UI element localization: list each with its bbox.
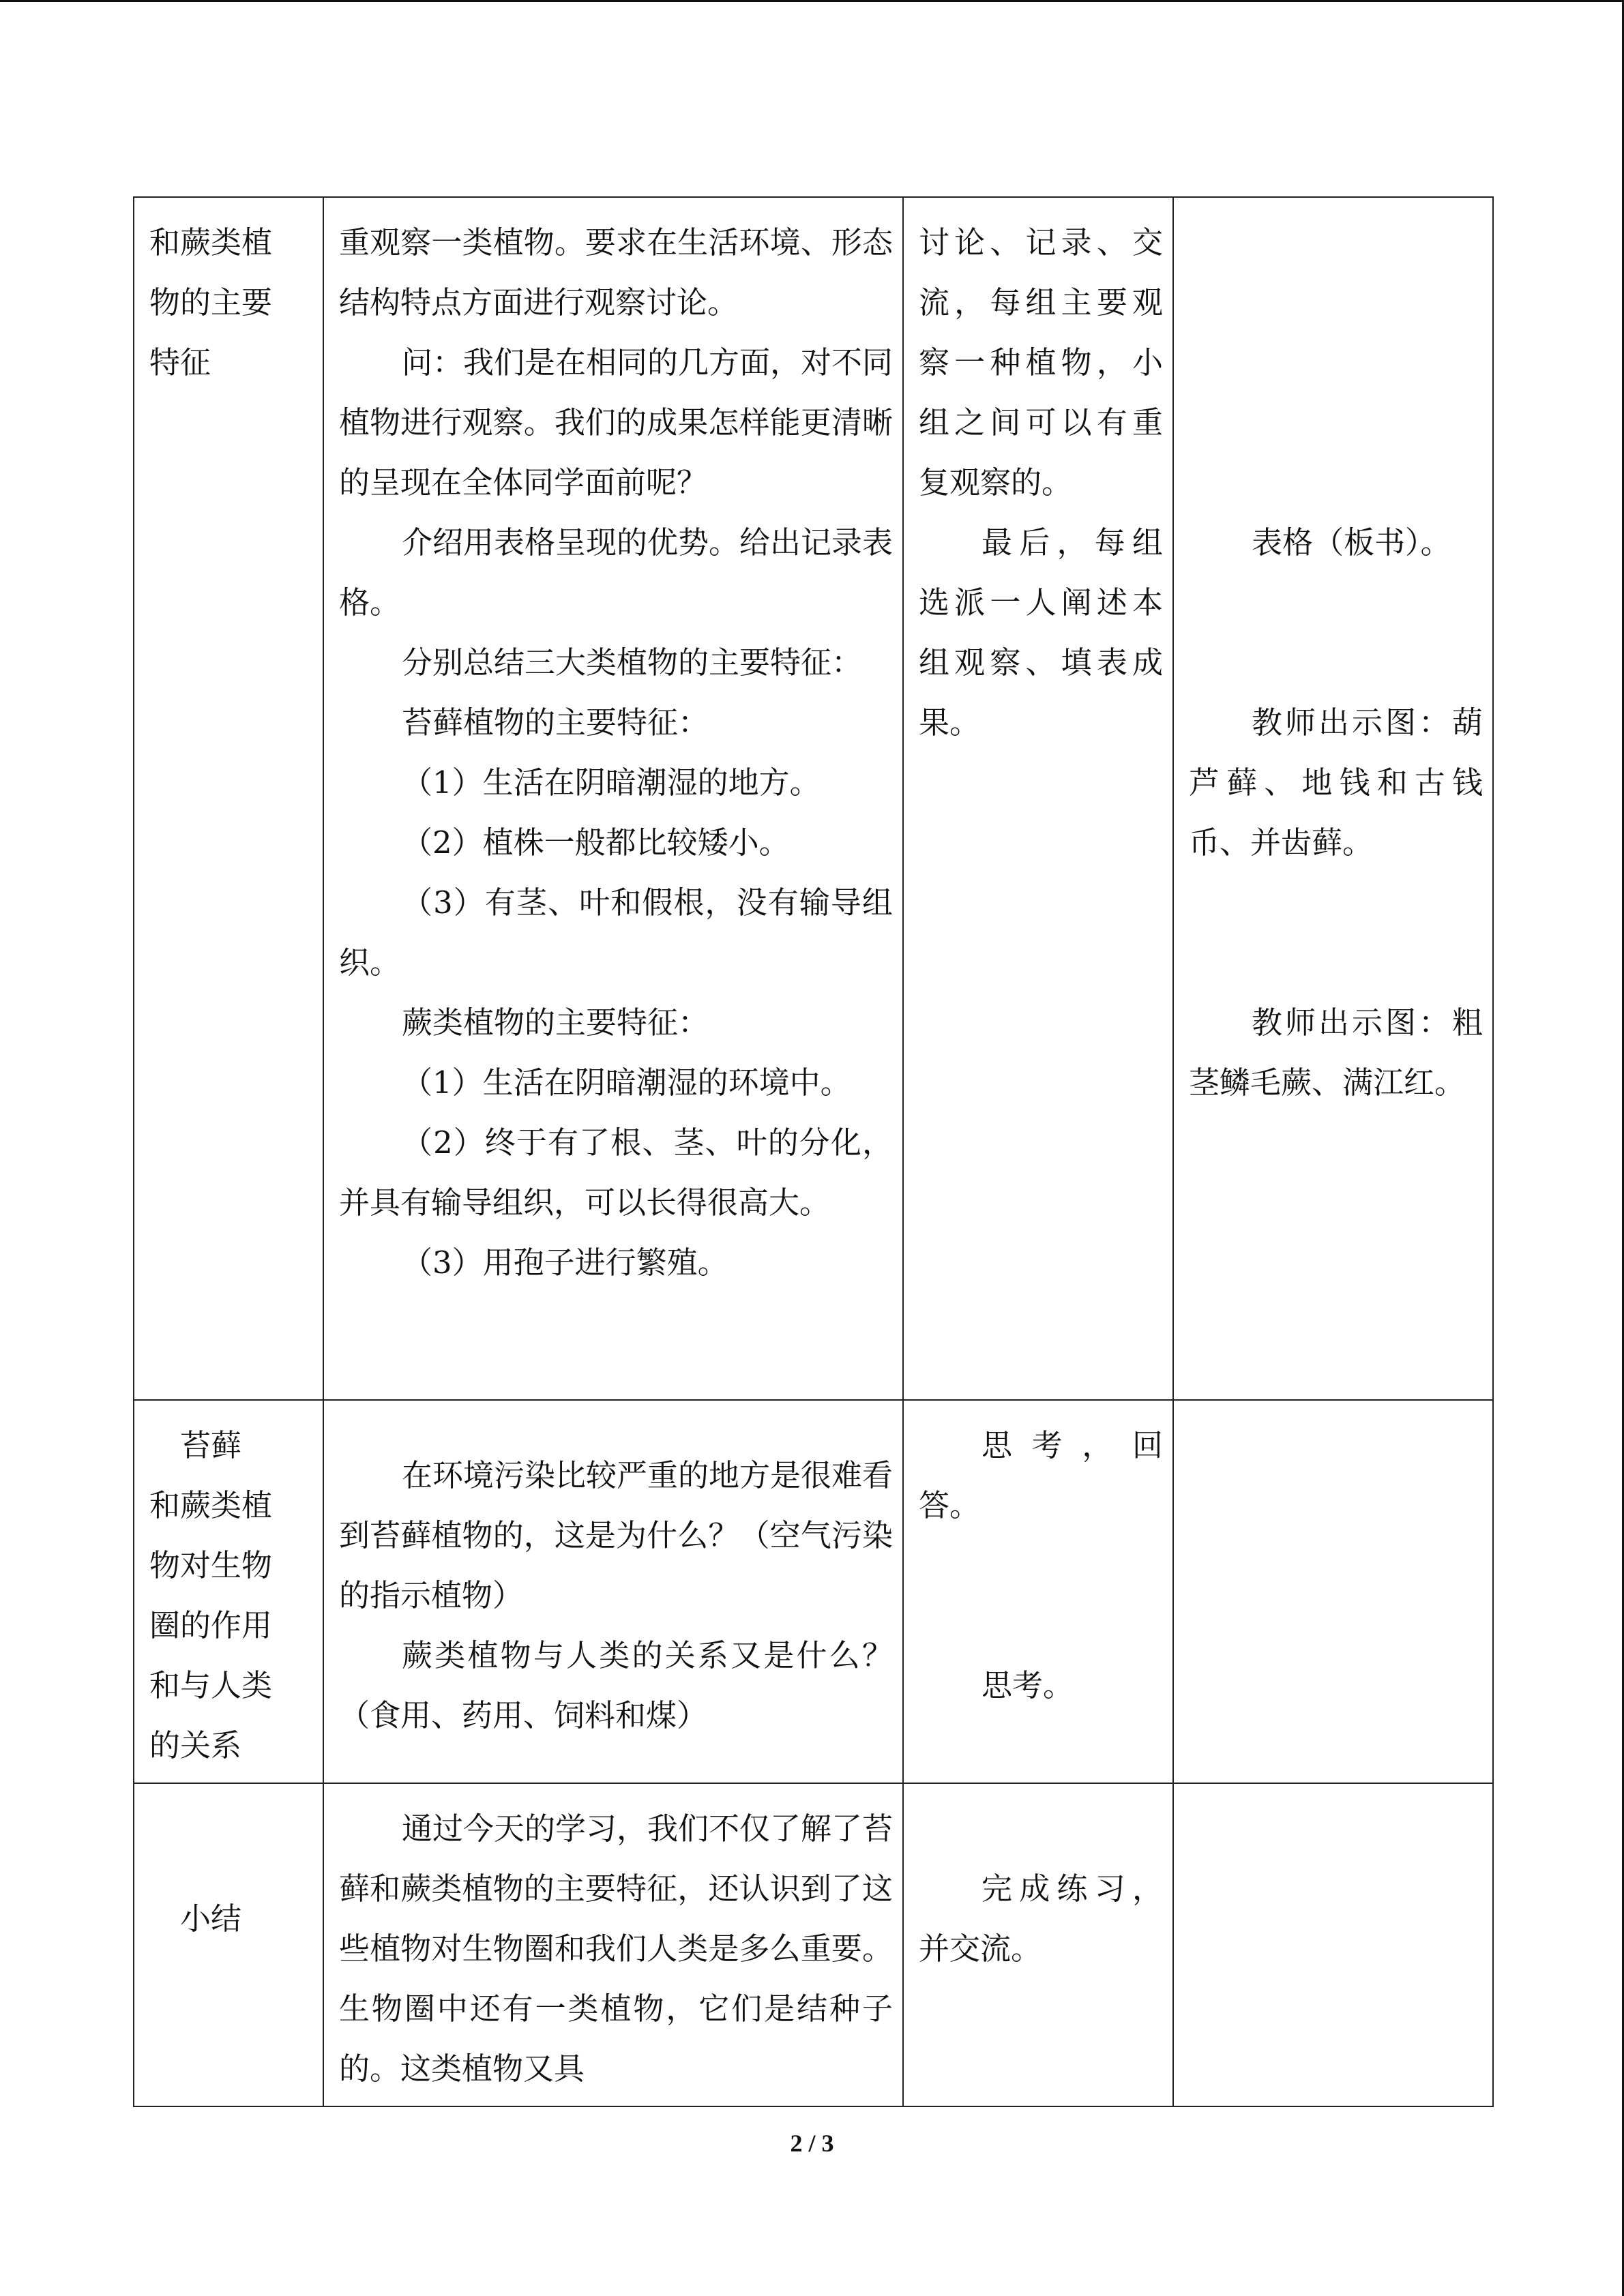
summary-text: 通过今天的学习，我们不仅了解了苔藓和蕨类植物的主要特征，还认识到了这些植物对生物圈和我们人类是多么重要。生物圈中还有一类植物，它们是结种子的。这类植物又具 [339, 1810, 894, 2087]
lesson-plan-table [133, 196, 1494, 2107]
figure-note: 教师出示图：粗茎鳞毛蕨、满江红。 [1189, 1004, 1483, 1101]
paragraph: 讨论、记录、交流，每组主要观察一种植物，小组之间可以有重复观察的。 [919, 224, 1163, 501]
paragraph: 问：我们是在相同的几方面，对不同植物进行观察。我们的成果怎样能更清晰的呈现在全体同学面前呢？ [339, 344, 894, 501]
student-activity-cell [903, 1400, 1173, 1783]
page-number: 2 / 3 [790, 2130, 834, 2157]
board-note: 表格（板书）。 [1252, 524, 1451, 561]
stage-cell [134, 1783, 323, 2106]
paragraph: （2）植株一般都比较矮小。 [402, 824, 790, 861]
paragraph: 蕨类植物的主要特征： [402, 1004, 709, 1041]
stage-line: 物对生物 [149, 1547, 273, 1583]
student-answer: 思考。 [981, 1667, 1074, 1703]
paragraph: 重观察一类植物。要求在生活环境、形态结构特点方面进行观察讨论。 [339, 224, 893, 320]
teacher-activity-cell [323, 197, 903, 1400]
table-row [134, 197, 1493, 1400]
paragraph: 在环境污染比较严重的地方是很难看到苔藓植物的，这是为什么？（空气污染的指示植物） [339, 1457, 894, 1613]
paragraph: 介绍用表格呈现的优势。给出记录表格。 [339, 524, 894, 621]
paragraph: （1）生活在阴暗潮湿的地方。 [402, 764, 821, 801]
paragraph: （3）用孢子进行繁殖。 [402, 1244, 728, 1281]
stage-line: 和蕨类植 [149, 1487, 273, 1523]
student-answer: 完成练习，并交流。 [919, 1870, 1163, 1967]
student-answer: 思考，回答。 [919, 1427, 1163, 1523]
paragraph: （2）终于有了根、茎、叶的分化，并具有输导组织，可以长得很高大。 [339, 1124, 893, 1221]
design-intent-cell [1173, 1400, 1493, 1783]
paragraph: 最后，每组选派一人阐述本组观察、填表成果。 [919, 524, 1163, 741]
stage-line: 和与人类 [149, 1667, 273, 1703]
teacher-activity-cell [323, 1783, 903, 2106]
stage-line: 小结 [180, 1900, 242, 1937]
paragraph: （3）有茎、叶和假根，没有输导组织。 [339, 884, 893, 981]
stage-line: 的关系 [149, 1727, 242, 1763]
student-activity-cell [903, 1783, 1173, 2106]
stage-line: 特征 [149, 344, 211, 381]
student-activity-cell [903, 197, 1173, 1400]
stage-line: 和蕨类植 [149, 224, 273, 260]
stage-cell [134, 1400, 323, 1783]
stage-line: 物的主要 [149, 284, 273, 320]
figure-note: 教师出示图：葫芦藓、地钱和古钱币、并齿藓。 [1189, 704, 1483, 861]
stage-line: 圈的作用 [149, 1607, 273, 1643]
paragraph: 蕨类植物与人类的关系又是什么？（食用、药用、饲料和煤） [339, 1637, 893, 1733]
design-intent-cell [1173, 1783, 1493, 2106]
design-intent-cell [1173, 197, 1493, 1400]
paragraph: （1）生活在阴暗潮湿的环境中。 [402, 1064, 851, 1101]
table-row [134, 1783, 1493, 2106]
teacher-activity-cell [323, 1400, 903, 1783]
stage-cell [134, 197, 323, 1400]
stage-line: 苔藓 [180, 1427, 242, 1463]
paragraph: 分别总结三大类植物的主要特征： [402, 644, 863, 681]
paragraph: 苔藓植物的主要特征： [402, 704, 709, 741]
table-row [134, 1400, 1493, 1783]
